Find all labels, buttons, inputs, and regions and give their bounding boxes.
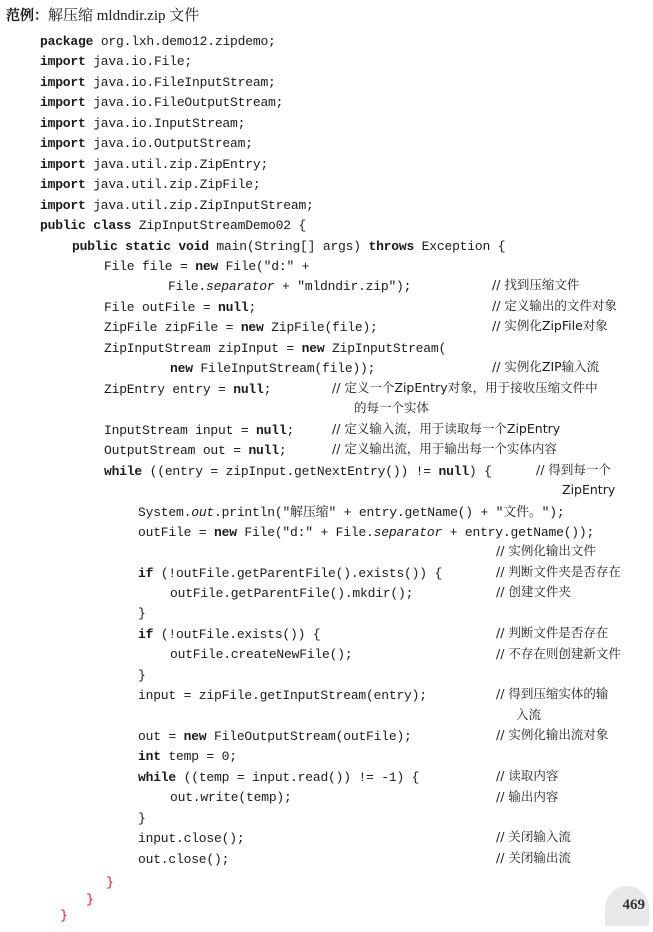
code-line [138,668,146,684]
code-text: ) { [468,464,492,479]
code-text: ; [278,443,287,458]
code-line [40,218,306,234]
code-text: .println("解压缩" + entry.getName() + "文件。"); [214,505,565,520]
code-text: ; [263,382,272,397]
code-text: java.util.zip.ZipInputStream; [85,198,314,213]
code-text: File outFile = [104,300,219,315]
code-comment: // 实例化输出文件 [496,543,596,558]
code-keyword: import [40,198,86,213]
code-comment: // 实例化ZIP输入流 [492,359,600,374]
code-keyword: while [138,770,177,785]
code-line [138,525,594,541]
code-comment: // 实例化输出流对象 [496,727,609,742]
code-keyword: new [301,341,325,356]
example-label: 范例： [6,8,48,24]
code-line [170,361,375,377]
code-text: outFile = [138,525,215,540]
code-line [170,586,413,602]
code-text: ; [248,300,257,315]
code-text: FileInputStream(file)); [192,361,376,376]
code-text: outFile.createNewFile(); [170,647,353,662]
code-text: java.io.FileOutputStream; [85,95,284,110]
code-keyword: null [248,443,279,458]
code-comment: // 定义输入流，用于读取每一个ZipEntry [332,421,561,436]
closing-brace-while: } [106,875,114,890]
code-text: } [138,811,146,826]
code-keyword: null [218,300,249,315]
code-text: ; [286,423,295,438]
code-keyword: new [183,729,207,744]
code-text: } [138,606,146,621]
code-keyword: public static void [72,239,209,254]
code-line [104,443,286,459]
code-line [138,811,146,827]
code-text: File file = [104,259,196,274]
code-keyword: package [40,34,94,49]
code-text: Exception { [414,239,506,254]
code-text: File. [168,279,207,294]
code-comment: // 判断文件夹是否存在 [496,564,621,579]
code-line [138,627,320,643]
code-line [104,382,271,398]
code-comment: // 定义输出的文件对象 [492,298,617,313]
code-text: ZipFile zipFile = [104,320,241,335]
closing-brace-class: } [60,908,68,923]
example-title-text: 解压缩 mldndir.zip 文件 [48,8,200,24]
code-text: FileOutputStream(outFile); [206,729,412,744]
code-line [40,75,276,91]
code-text: ZipInputStreamDemo02 { [131,218,307,233]
code-line [40,34,276,50]
code-line [104,341,446,357]
code-keyword: null [256,423,287,438]
code-line [104,320,378,336]
code-line [40,95,283,111]
code-text: out [191,505,215,520]
code-text: ((temp = input.read()) != -1) { [176,770,420,785]
code-comment: // 输出内容 [496,789,559,804]
code-text: java.io.InputStream; [85,116,246,131]
code-comment: // 创建文件夹 [496,584,571,599]
code-line [104,300,256,316]
code-comment: // 不存在则创建新文件 [496,646,621,661]
code-text: outFile.getParentFile().mkdir(); [170,586,414,601]
code-text: input = zipFile.getInputStream(entry); [138,688,427,703]
code-text: out = [138,729,184,744]
code-text: OutputStream out = [104,443,249,458]
code-line [40,198,314,214]
code-text: input.close(); [138,831,245,846]
code-comment: // 关闭输入流 [496,829,571,844]
code-comment: // 得到每一个 [536,462,611,477]
code-keyword: import [40,116,86,131]
code-comment: 的每一个实体 [354,400,430,415]
code-text: (!outFile.exists()) { [153,627,321,642]
closing-brace-main: } [86,892,94,907]
code-keyword: int [138,749,161,764]
code-text: org.lxh.demo12.zipdemo; [93,34,276,49]
code-text: ZipInputStream zipInput = [104,341,302,356]
code-keyword: import [40,136,86,151]
code-line [104,259,309,275]
code-keyword: import [40,157,86,172]
code-line [104,464,492,480]
code-text: ZipFile(file); [263,320,378,335]
code-comment: // 找到压缩文件 [492,277,580,292]
code-keyword: import [40,75,86,90]
code-line [40,116,245,132]
code-comment: 入流 [516,707,542,722]
code-keyword: public class [40,218,132,233]
code-line [40,177,260,193]
code-text: out.write(temp); [170,790,292,805]
code-line [138,852,229,868]
code-text: InputStream input = [104,423,257,438]
code-line [40,54,192,70]
code-comment: // 得到压缩实体的输 [496,686,609,701]
code-comment: // 判断文件是否存在 [496,625,609,640]
example-title [6,4,199,25]
code-line [138,770,419,786]
code-line [138,606,146,622]
code-text: } [138,668,146,683]
code-line [138,729,412,745]
code-text: main(String[] args) [208,239,369,254]
code-text: + "mldndir.zip"); [274,279,412,294]
code-text: java.util.zip.ZipFile; [85,177,261,192]
code-text: separator [206,279,275,294]
code-comment: // 实例化ZipFile对象 [492,318,608,333]
code-text: + entry.getName()); [442,525,595,540]
code-text: ZipInputStream( [324,341,447,356]
code-text: out.close(); [138,852,230,867]
code-line [40,136,253,152]
code-keyword: new [240,320,264,335]
code-keyword: import [40,177,86,192]
code-line [170,790,292,806]
code-line [40,157,268,173]
code-keyword: new [195,259,219,274]
code-keyword: while [104,464,143,479]
code-text: java.util.zip.ZipEntry; [85,157,269,172]
code-text: separator [373,525,443,540]
code-text: ((entry = zipInput.getNextEntry()) != [142,464,439,479]
page-number: 469 [622,897,645,913]
code-line [104,423,294,439]
code-keyword: if [138,566,154,581]
code-keyword: null [233,382,264,397]
code-comment: // 关闭输出流 [496,850,571,865]
code-comment: // 定义输出流，用于输出每一个实体内容 [332,441,557,456]
code-text: ZipEntry entry = [104,382,234,397]
code-line [138,688,427,704]
code-keyword: null [438,464,469,479]
code-keyword: if [138,627,154,642]
code-keyword: import [40,54,86,69]
code-keyword: throws [368,239,415,254]
code-text: temp = 0; [160,749,237,764]
code-line [168,279,411,295]
code-text: File("d:" + File. [236,525,374,540]
code-keyword: new [170,361,193,376]
code-line [170,647,352,663]
code-keyword: import [40,95,86,110]
code-text: java.io.File; [85,54,193,69]
code-text: java.io.FileInputStream; [85,75,276,90]
code-line [138,749,237,765]
code-text: java.io.OutputStream; [85,136,253,151]
code-line [138,505,564,521]
code-line [72,239,505,255]
code-text: System. [138,505,192,520]
code-keyword: new [214,525,237,540]
code-comment: // 定义一个ZipEntry对象，用于接收压缩文件中 [332,380,598,395]
code-comment: ZipEntry [562,482,616,497]
code-line [138,831,244,847]
code-comment: // 读取内容 [496,768,559,783]
code-line [138,566,442,582]
code-text: (!outFile.getParentFile().exists()) { [153,566,443,581]
code-text: File("d:" + [218,259,310,274]
